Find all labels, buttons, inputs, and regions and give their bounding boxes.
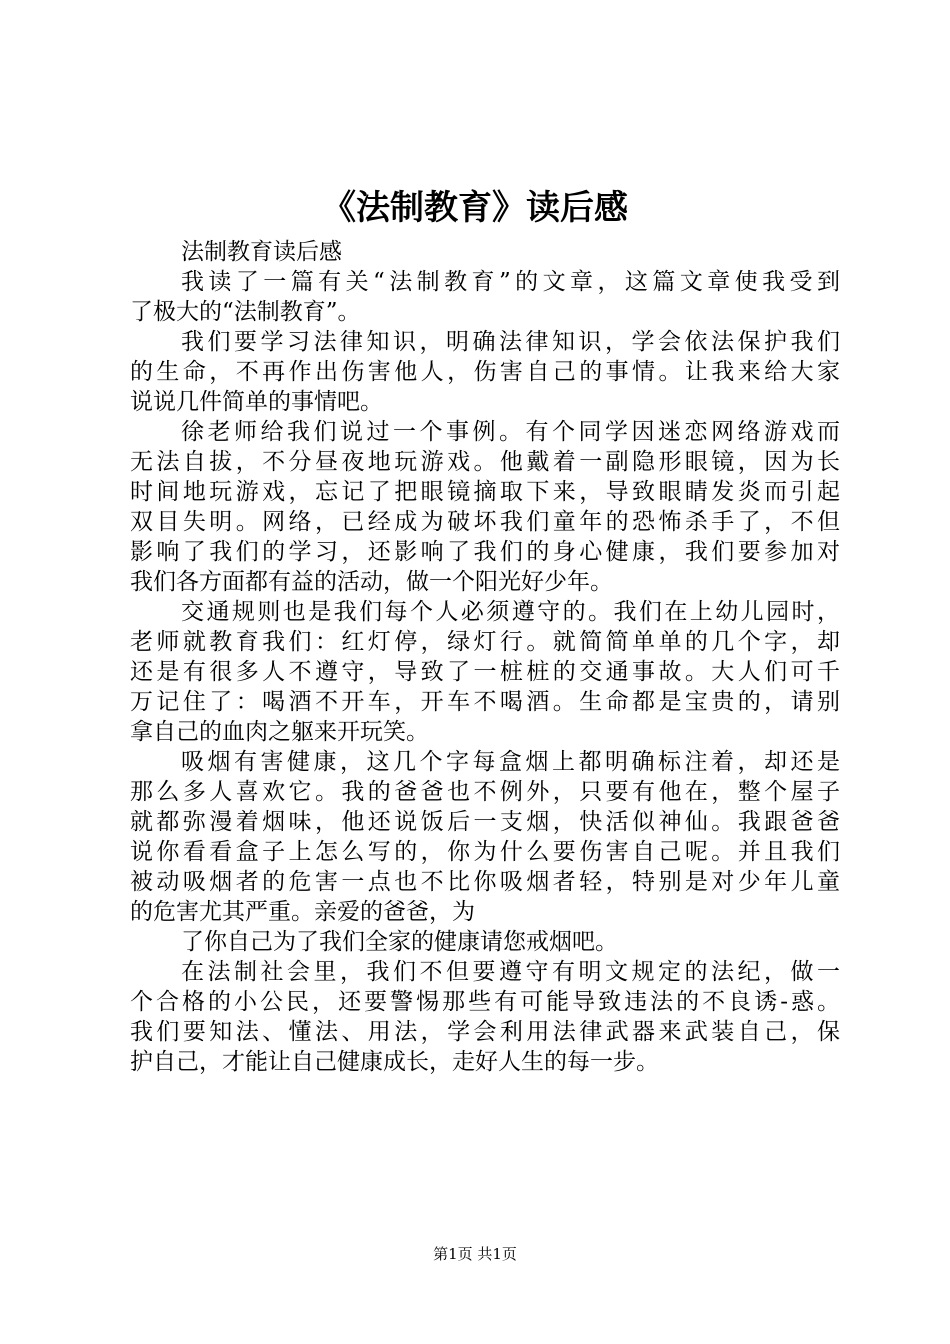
paragraph-line: 了你自己为了我们全家的健康请您戒烟吧。 <box>181 929 618 955</box>
paragraph-line: 的危害尤其严重。亲爱的爸爸，为 <box>130 899 475 925</box>
paragraph-line: 被动吸烟者的危害一点也不比你吸烟者轻，特别是对少年儿童 <box>130 869 840 895</box>
paragraph-line: 吸烟有害健康，这几个字每盒烟上都明确标注着，却还是 <box>181 749 840 775</box>
paragraph <box>130 327 840 417</box>
paragraph-line: 我读了一篇有关“法制教育”的文章，这篇文章使我受到 <box>181 269 840 295</box>
paragraph <box>130 237 840 267</box>
paragraph <box>130 927 840 957</box>
paragraph <box>130 957 840 1077</box>
paragraph-line: 老师就教育我们：红灯停，绿灯行。就简简单单的几个字，却 <box>130 629 840 655</box>
paragraph-line: 个合格的小公民，还要警惕那些有可能导致违法的不良诱-惑。 <box>130 989 840 1015</box>
paragraph-line: 说你看看盒子上怎么写的，你为什么要伤害自己呢。并且我们 <box>130 839 840 865</box>
paragraph <box>130 417 840 597</box>
paragraph-line: 我们要学习法律知识，明确法律知识，学会依法保护我们 <box>181 329 840 355</box>
paragraph-line: 护自己，才能让自己健康成长，走好人生的每一步。 <box>130 1049 659 1075</box>
paragraph-line: 拿自己的血肉之躯来开玩笑。 <box>130 719 429 745</box>
paragraph-line: 还是有很多人不遵守，导致了一桩桩的交通事故。大人们可千 <box>130 659 840 685</box>
paragraph-line: 说说几件简单的事情吧。 <box>130 389 383 415</box>
paragraph <box>130 267 840 327</box>
paragraph-line: 法制教育读后感 <box>181 239 342 265</box>
paragraph-line: 徐老师给我们说过一个事例。有个同学因迷恋网络游戏而 <box>181 419 840 445</box>
paragraph-line: 交通规则也是我们每个人必须遵守的。我们在上幼儿园时， <box>181 599 840 625</box>
paragraph-line: 无法自拔，不分昼夜地玩游戏。他戴着一副隐形眼镜，因为长 <box>130 449 840 475</box>
paragraph-line: 那么多人喜欢它。我的爸爸也不例外，只要有他在，整个屋子 <box>130 779 840 805</box>
paragraph-line: 的生命，不再作出伤害他人，伤害自己的事情。让我来给大家 <box>130 359 840 385</box>
paragraph-line: 在法制社会里，我们不但要遵守有明文规定的法纪，做一 <box>181 959 840 985</box>
paragraph-line: 双目失明。网络，已经成为破坏我们童年的恐怖杀手了，不但 <box>130 509 840 535</box>
paragraph-line: 影响了我们的学习，还影响了我们的身心健康，我们要参加对 <box>130 539 840 565</box>
page-footer: 第1页 共1页 <box>433 1245 517 1263</box>
paragraph-line: 就都弥漫着烟味，他还说饭后一支烟，快活似神仙。我跟爸爸 <box>130 809 840 835</box>
document-body <box>130 237 840 1077</box>
paragraph-line: 万记住了：喝酒不开车，开车不喝酒。生命都是宝贵的，请别 <box>130 689 840 715</box>
paragraph-line: 了极大的“法制教育”。 <box>130 299 361 325</box>
paragraph <box>130 597 840 747</box>
paragraph-line: 我们各方面都有益的活动，做一个阳光好少年。 <box>130 569 613 595</box>
paragraph <box>130 747 840 927</box>
paragraph-line: 时间地玩游戏，忘记了把眼镜摘取下来，导致眼睛发炎而引起 <box>130 479 840 505</box>
document-title: 《法制教育》读后感 <box>322 188 628 228</box>
paragraph-line: 我们要知法、懂法、用法，学会利用法律武器来武装自己，保 <box>130 1019 840 1045</box>
